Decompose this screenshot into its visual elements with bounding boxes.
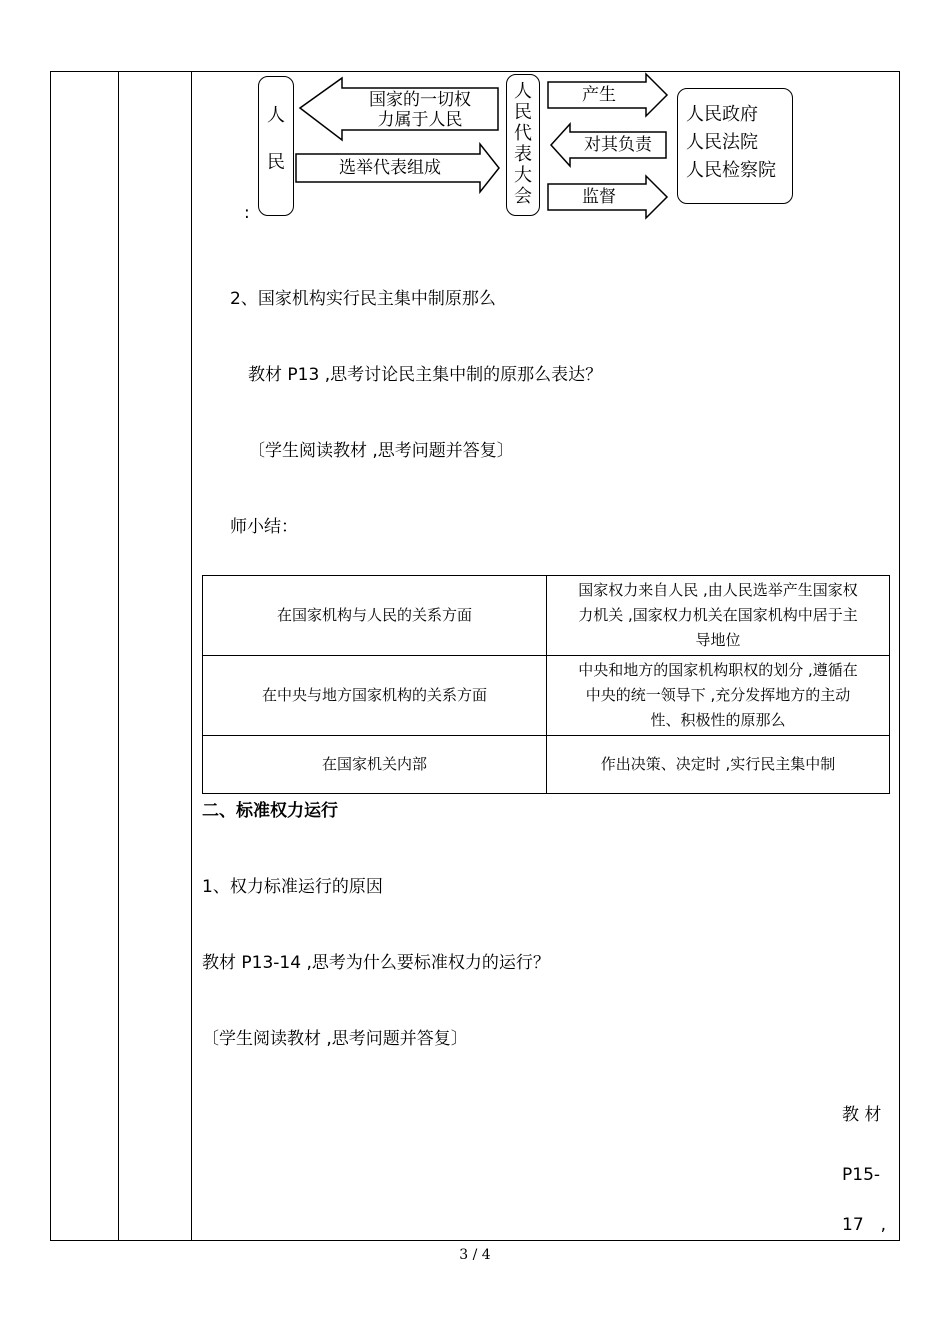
congress-char: 表 bbox=[514, 144, 532, 165]
aspect-cell: 在中央与地方国家机构的关系方面 bbox=[203, 656, 547, 736]
textbook-ref-line-1: 教 材 bbox=[842, 1105, 882, 1125]
aspect-cell: 在国家机关内部 bbox=[203, 736, 547, 794]
section-2-heading: 二、标准权力运行 bbox=[202, 801, 338, 821]
congress-box bbox=[506, 74, 540, 216]
textbook-p13-prompt: 教材 P13 ,思考讨论民主集中制的原那么表达？ bbox=[248, 365, 603, 385]
column-divider-2 bbox=[191, 71, 192, 1241]
detail-line: 力机关 ,国家权力机关在国家机构中居于主 bbox=[578, 606, 858, 624]
democratic-centralism-table bbox=[202, 575, 890, 794]
state-power-diagram bbox=[240, 72, 800, 222]
congress-char: 民 bbox=[514, 102, 532, 123]
column-divider-1 bbox=[118, 71, 119, 1241]
detail-line: 导地位 bbox=[695, 631, 741, 649]
elect-label: 选举代表组成 bbox=[339, 158, 441, 178]
organ-court: 人民法院 bbox=[686, 132, 758, 153]
table-row bbox=[203, 736, 890, 794]
table-row bbox=[203, 576, 890, 656]
student-reading-note-1: 〔学生阅读教材 ,思考问题并答复〕 bbox=[248, 441, 514, 461]
congress-char: 大 bbox=[514, 165, 532, 186]
power-belongs-label bbox=[342, 90, 498, 130]
detail-cell bbox=[547, 576, 890, 656]
state-organs-box bbox=[677, 88, 793, 204]
power-regulation-reason-heading: 1、权力标准运行的原因 bbox=[202, 877, 383, 897]
diagram-colon: : bbox=[244, 203, 250, 223]
democratic-centralism-heading: 2、国家机构实行民主集中制原那么 bbox=[230, 289, 496, 309]
power-belongs-line-1: 国家的一切权 bbox=[369, 90, 471, 110]
produce-label: 产生 bbox=[582, 85, 616, 105]
textbook-ref-line-3: 17 , bbox=[842, 1215, 887, 1235]
aspect-cell: 在国家机构与人民的关系方面 bbox=[203, 576, 547, 656]
people-box bbox=[258, 76, 294, 216]
power-belongs-line-2: 力属于人民 bbox=[377, 110, 463, 130]
congress-char: 人 bbox=[514, 81, 532, 102]
textbook-p13-14-prompt: 教材 P13-14 ,思考为什么要标准权力的运行？ bbox=[202, 953, 550, 973]
people-char-2: 民 bbox=[267, 152, 285, 173]
detail-line: 国家权力来自人民 ,由人民选举产生国家权 bbox=[578, 581, 858, 599]
detail-cell bbox=[547, 656, 890, 736]
detail-cell bbox=[547, 736, 890, 794]
table-row bbox=[203, 656, 890, 736]
detail-line: 作出决策、决定时 ,实行民主集中制 bbox=[600, 755, 836, 773]
people-char-1: 人 bbox=[267, 105, 285, 126]
detail-line: 中央的统一领导下 ,充分发挥地方的主动 bbox=[585, 686, 851, 704]
congress-char: 会 bbox=[514, 186, 532, 207]
organ-government: 人民政府 bbox=[686, 104, 758, 125]
organ-procuratorate: 人民检察院 bbox=[686, 160, 776, 181]
congress-char: 代 bbox=[514, 123, 532, 144]
teacher-summary-label: 师小结： bbox=[230, 517, 298, 537]
detail-line: 性、积极性的原那么 bbox=[650, 711, 786, 729]
detail-line: 中央和地方的国家机构职权的划分 ,遵循在 bbox=[578, 661, 858, 679]
page-number: 3 / 4 bbox=[459, 1247, 491, 1263]
supervise-label: 监督 bbox=[582, 187, 616, 207]
textbook-ref-line-2: P15- bbox=[842, 1165, 881, 1185]
responsible-label: 对其负责 bbox=[584, 135, 652, 155]
student-reading-note-2: 〔学生阅读教材 ,思考问题并答复〕 bbox=[202, 1029, 468, 1049]
